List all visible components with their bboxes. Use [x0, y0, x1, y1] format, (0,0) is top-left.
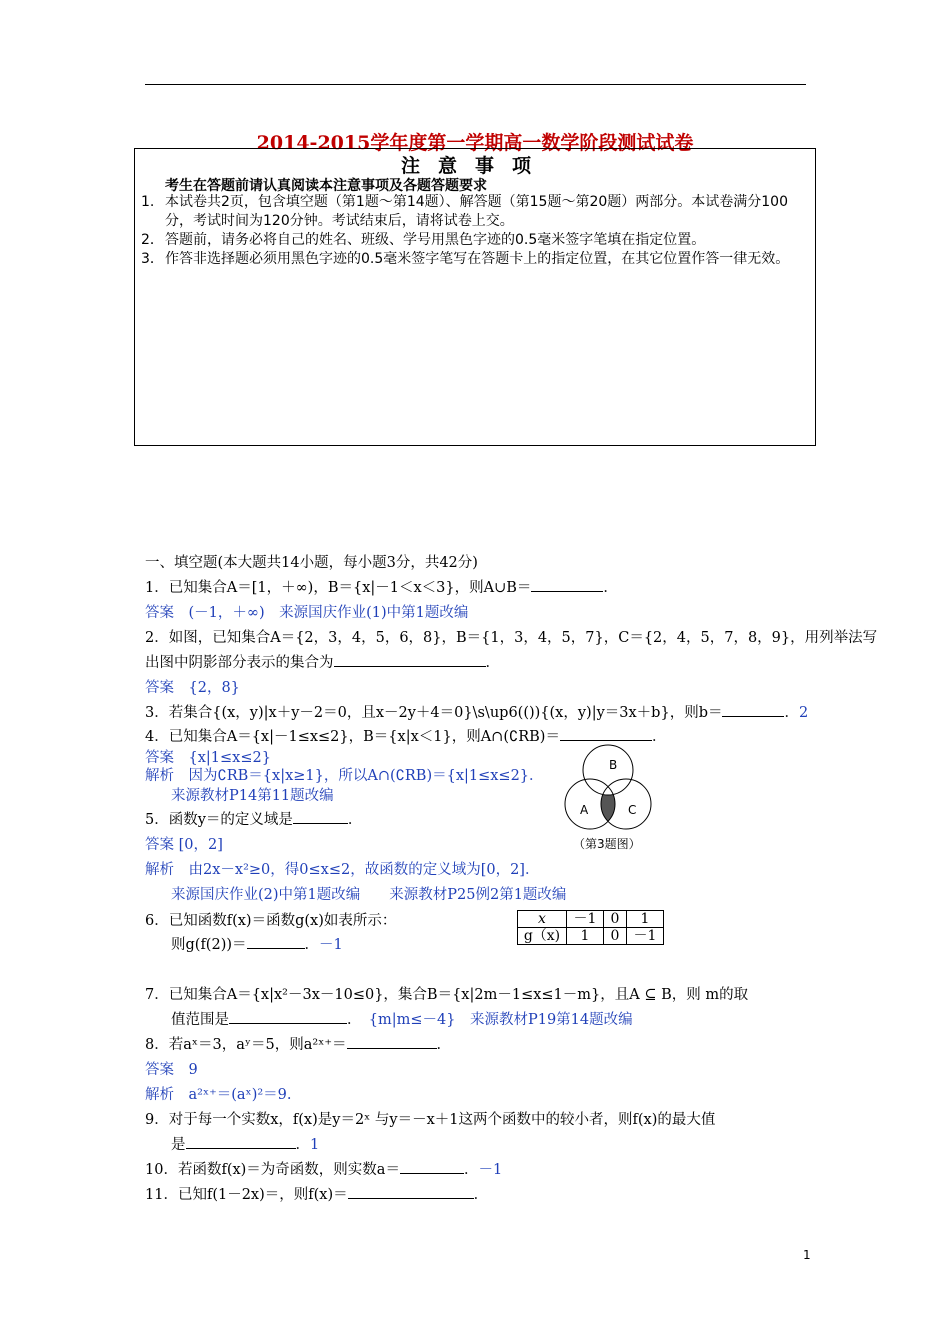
notice-heading: 注意事项	[400, 155, 549, 177]
section-heading: 一、填空题(本大题共14小题，每小题3分，共42分)	[145, 555, 478, 571]
notice-item: 3． 作答非选择题必须用黑色字迹的0.5毫米签字笔写在答题卡上的指定位置，在其它位置作答一律无效。	[141, 251, 790, 267]
question-7: 7．已知集合A＝{x|x²－3x－10≤0}，集合B＝{x|2m－1≤x≤1－m}，且A ⊆ B，则 m的取	[145, 987, 749, 1003]
page-number: 1	[803, 1248, 811, 1262]
question-8: 8．若aˣ＝3，aʸ＝5，则a²ˣ⁺＝ ．	[145, 1033, 451, 1054]
explanation-4: 解析 因为∁RB＝{x|x≥1}，所以A∩(∁RB)＝{x|1≤x≤2}．	[145, 768, 544, 784]
question-4: 4．已知集合A＝{x|－1≤x≤2}，B＝{x|x＜1}，则A∩(∁RB)＝ ．	[145, 725, 666, 746]
answer-5: 答案 [0，2]	[145, 837, 223, 853]
source-4: 来源教材P14第11题改编	[171, 788, 334, 804]
notice-item: 2． 答题前，请务必将自己的姓名、班级、学号用黑色字迹的0.5毫米签字笔填在指定位置。	[141, 232, 706, 248]
question-6: 6．已知函数f(x)＝函数g(x)如表所示：	[145, 913, 397, 929]
question-11: 11．已知f(1－2x)＝，则f(x)＝ ．	[145, 1183, 488, 1204]
explanation-5: 解析 由2x－x²≥0，得0≤x≤2，故函数的定义域为[0，2]．	[145, 862, 540, 878]
header-rule	[145, 84, 806, 85]
question-3: 3．若集合{(x，y)|x＋y－2＝0，且x－2y＋4＝0}\s\up6(()){(x，y)|y＝3x＋b}，则b＝ ．2	[145, 701, 808, 722]
notice-list	[141, 193, 813, 269]
table-row: x －1 0 1	[518, 911, 664, 928]
venn-diagram	[560, 740, 660, 830]
notice-box	[134, 148, 816, 446]
question-6-cont: 则g(f(2))＝ ．－1	[171, 933, 343, 954]
venn-label-a: A	[580, 803, 589, 817]
notice-subheading: 考生在答题前请认真阅读本注意事项及各题答题要求	[165, 178, 487, 194]
question-1: 1．已知集合A＝[1，＋∞)，B＝{x|－1＜x＜3}，则A∪B＝ ．	[145, 576, 618, 597]
question-7-cont: 值范围是 ． {m|m≤－4} 来源教材P19第14题改编	[171, 1008, 633, 1029]
notice-item: 1. 本试卷共2页，包含填空题（第1题～第14题）、解答题（第15题～第20题）两部分。本试卷满分100分，考试时间为120分钟。考试结束后，请将试卷上交。	[141, 194, 788, 229]
venn-label-c: C	[628, 803, 637, 817]
g-value-table	[517, 910, 664, 945]
answer-1: 答案 (－1，＋∞) 来源国庆作业(1)中第1题改编	[145, 605, 469, 621]
answer-8: 答案 9	[145, 1062, 198, 1078]
source-5: 来源国庆作业(2)中第1题改编 来源教材P25例2第1题改编	[171, 887, 567, 903]
question-9-cont: 是 ．1	[171, 1133, 319, 1154]
answer-4: 答案 {x|1≤x≤2}	[145, 750, 271, 766]
venn-label-b: B	[609, 758, 618, 772]
question-9: 9．对于每一个实数x，f(x)是y＝2ˣ 与y＝－x＋1这两个函数中的较小者，则f(x)的最大值	[145, 1112, 716, 1128]
table-row: g（x) 1 0 －1	[518, 928, 664, 945]
question-2-cont: 出图中阴影部分表示的集合为 ．	[145, 651, 500, 672]
answer-2: 答案 {2，8}	[145, 680, 240, 696]
explanation-8: 解析 a²ˣ⁺＝(aˣ)²＝9.	[145, 1087, 292, 1103]
question-10: 10．若函数f(x)＝为奇函数，则实数a＝ ．－1	[145, 1158, 502, 1179]
question-2: 2．如图，已知集合A＝{2，3，4，5，6，8}，B＝{1，3，4，5，7}，C＝{2，4，5，7，8，9}，用列举法写	[145, 630, 878, 646]
page-title: 2014-2015学年度第一学期高一数学阶段测试试卷	[256, 132, 694, 154]
figure-caption: （第3题图）	[573, 837, 641, 851]
question-5: 5．函数y＝的定义域是 ．	[145, 808, 362, 829]
